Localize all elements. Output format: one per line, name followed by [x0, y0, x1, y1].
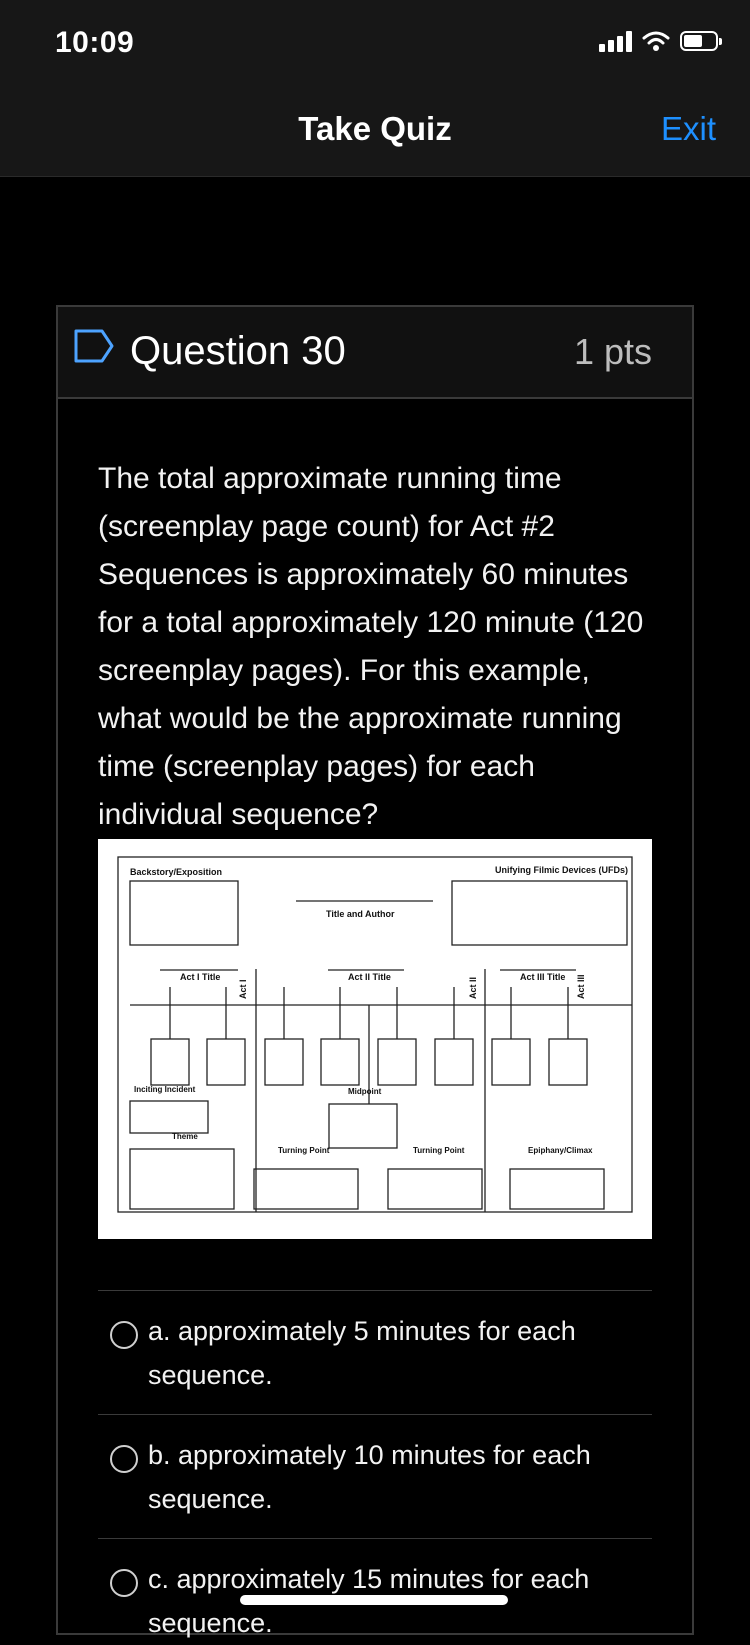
diagram-ufd-label: Unifying Filmic Devices (UFDs) [495, 865, 629, 875]
midpoint-box [329, 1104, 397, 1148]
status-icons [599, 30, 718, 52]
ufd-box [452, 881, 627, 945]
exit-button[interactable]: Exit [660, 110, 716, 147]
page-title: Take Quiz [298, 110, 452, 147]
diagram-backstory-label: Backstory/Exposition [130, 867, 223, 877]
wifi-icon [642, 30, 670, 52]
diagram-act2-title: Act II Title [348, 972, 391, 982]
status-time: 10:09 [55, 26, 135, 59]
question-title: Question 30 [130, 329, 346, 373]
inciting-box [130, 1101, 208, 1133]
diagram-turning2-label: Turning Point [413, 1146, 465, 1155]
question-points: 1 pts [573, 331, 652, 372]
status-bar [0, 0, 750, 88]
battery-icon [680, 31, 718, 51]
diagram-turning1-label: Turning Point [278, 1146, 330, 1155]
diagram-act2-label: Act II [468, 976, 478, 999]
radio-button-icon[interactable] [110, 1569, 138, 1597]
diagram-act3-label: Act III [576, 974, 586, 999]
epiphany-box [510, 1169, 604, 1209]
question-header [58, 307, 692, 399]
diagram-title-author-label: Title and Author [326, 909, 395, 919]
backstory-box [130, 881, 238, 945]
answer-label: b. approximately 10 minutes for each sequence. [148, 1440, 591, 1514]
answer-label: a. approximately 5 minutes for each sequence. [148, 1316, 576, 1390]
radio-button-icon[interactable] [110, 1321, 138, 1349]
diagram-act1-title: Act I Title [180, 972, 221, 982]
turning1-box [254, 1169, 358, 1209]
signal-icon [599, 30, 632, 52]
turning2-box [388, 1169, 482, 1209]
diagram-act3-title: Act III Title [520, 972, 566, 982]
nav-bar [0, 88, 750, 177]
flag-question-icon[interactable] [74, 329, 114, 363]
diagram-inciting-label: Inciting Incident [134, 1085, 196, 1094]
question-text: The total approximate running time (screenplay page count) for Act #2 Sequences is approximately 60 minutes for a total approximately 120 minute (120 screenplay pages). For this example, what would be the approximate running time (screenplay pages) for each individual sequence? [98, 462, 644, 831]
answer-label: c. approximately 15 minutes for each sequence. [148, 1564, 590, 1638]
theme-box [130, 1149, 234, 1209]
story-structure-diagram [98, 839, 652, 1239]
answer-option-b[interactable] [98, 1414, 652, 1539]
home-indicator [240, 1595, 508, 1605]
question-card [56, 305, 694, 1638]
answer-option-a[interactable] [98, 1290, 652, 1415]
diagram-midpoint-label: Midpoint [348, 1087, 382, 1096]
radio-button-icon[interactable] [110, 1445, 138, 1473]
diagram-act1-label: Act I [238, 979, 248, 999]
diagram-epiphany-label: Epiphany/Climax [528, 1146, 593, 1155]
diagram-theme-label: Theme [172, 1132, 198, 1141]
